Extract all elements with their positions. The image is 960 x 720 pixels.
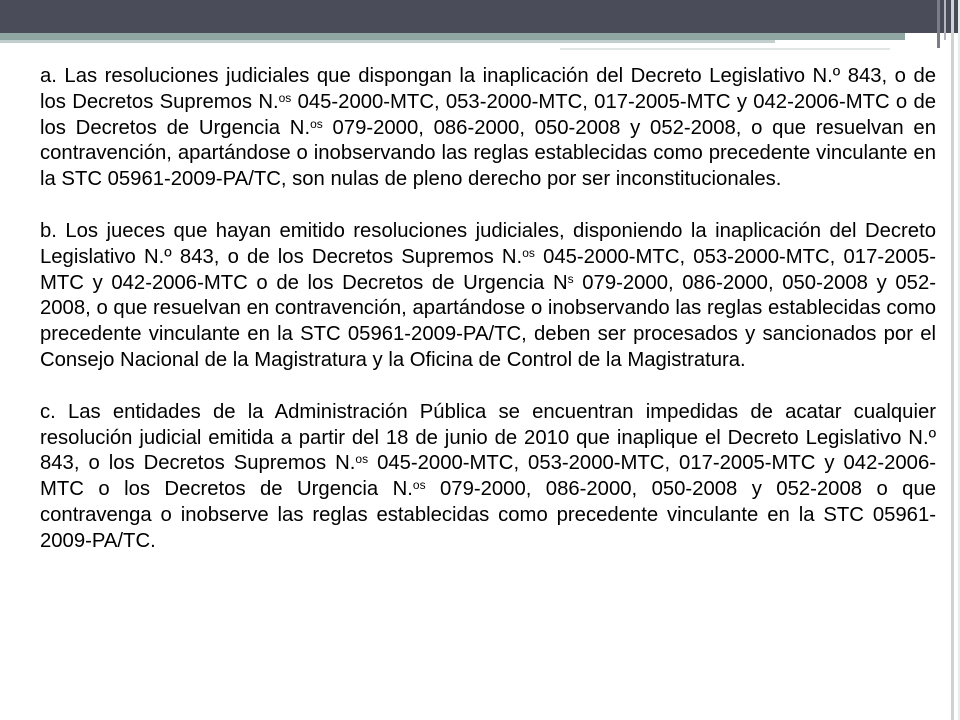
paragraph-b-text-1: b. Los jueces que hayan emitido resoluciones judiciales, disponiendo la inaplicación del Decreto Legislativo N.º 843, o de los Decretos Supremos N. xyxy=(40,219,936,268)
slide-title-rule xyxy=(560,48,890,50)
paragraph-a-text-2: 045-2000-MTC, 053-2000-MTC, 017-2005-MTC y 042-2006-MTC o de los Decretos de Urgencia N. xyxy=(40,90,937,139)
paragraph-b-text-2: 045-2000-MTC, 053-2000-MTC, 017-2005-MTC y 042-2006-MTC o de los Decretos de Urgencia N xyxy=(40,245,936,294)
paragraph-a xyxy=(40,64,936,193)
superscript: os xyxy=(412,478,426,493)
paragraph-b xyxy=(40,219,936,374)
slide-right-decoration xyxy=(932,0,960,720)
superscript: os xyxy=(522,245,535,260)
paragraph-a-text-1: a. Las resoluciones judiciales que dispongan la inaplicación del Decreto Legislativo N.º 843, o de los Decretos Supremos N. xyxy=(40,65,936,113)
paragraph-c-text-2: 045-2000-MTC, 053-2000-MTC, 017-2005-MTC y 042-2006-MTC o los Decretos de Urgencia N. xyxy=(40,452,936,501)
superscript: os xyxy=(355,452,369,467)
superscript: s xyxy=(567,271,574,286)
slide-accent-line xyxy=(0,33,905,40)
paragraph-b-text-3: 079-2000, 086-2000, 050-2008 y 052-2008, o que resuelvan en contravención, apartándose o inobservando las reglas establecidas como precedente vinculante en la STC 05961-2009-PA/TC, deben ser procesados y sancionados por el Consejo Nacional de la Magistratura y la Oficina de Control de la Magistratura. xyxy=(40,271,936,371)
superscript: os xyxy=(310,116,323,131)
superscript: os xyxy=(278,90,292,105)
slide-top-bar xyxy=(0,0,960,33)
slide-body xyxy=(40,64,936,581)
paragraph-c xyxy=(40,400,936,555)
paragraph-a-text-3: 079-2000, 086-2000, 050-2008 y 052-2008, o que resuelvan en contravención, apartándose o inobservando las reglas establecidas como precedente vinculante en la STC 05961-2009-PA/TC, son nulas de pleno derecho por ser inconstitucionales. xyxy=(40,116,936,191)
paragraph-c-text-3: 079-2000, 086-2000, 050-2008 y 052-2008 o que contravenga o inobserve las reglas establecidas como precedente vinculante en la STC 05961-2009-PA/TC. xyxy=(40,478,937,552)
paragraph-c-text-1: c. Las entidades de la Administración Pública se encuentran impedidas de acatar cualquier resolución judicial emitida a partir del 18 de junio de 2010 que inaplique el Decreto Legislativo N.º 843, o los Decretos Supremos N. xyxy=(40,400,936,475)
slide-accent-line-secondary xyxy=(0,40,775,43)
